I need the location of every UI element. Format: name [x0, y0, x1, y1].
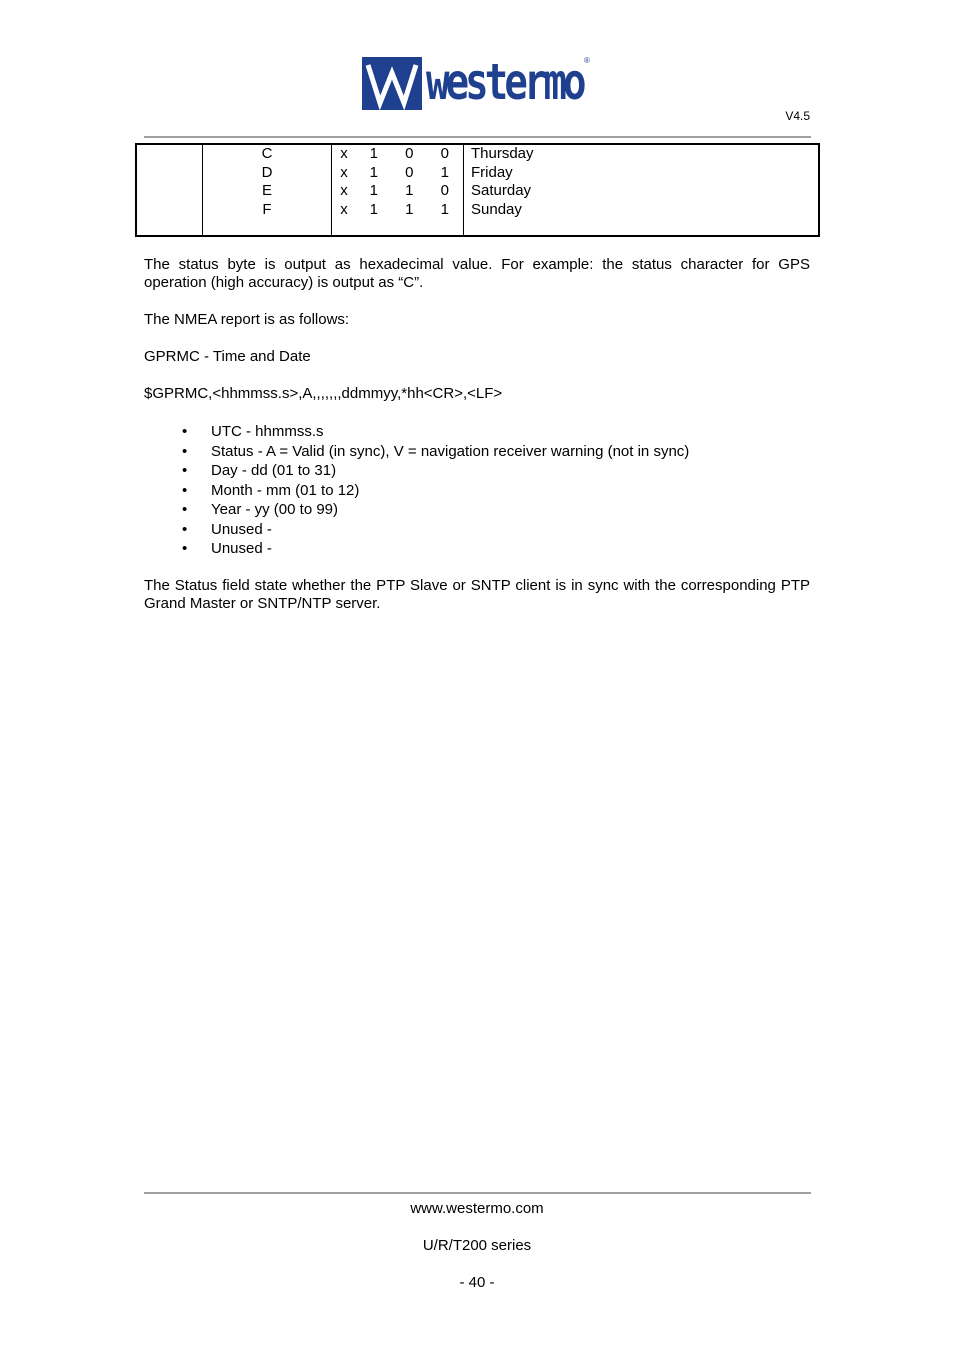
document-version: V4.5: [785, 109, 810, 123]
hex-column: [203, 144, 332, 236]
bit-value: 0: [440, 182, 449, 200]
bit-value: 1: [369, 163, 378, 181]
list-item: • Status - A = Valid (in sync), V = navigation receiver warning (not in sync): [144, 442, 689, 462]
footer-url: www.westermo.com: [410, 1200, 544, 1217]
hex-value: F: [262, 200, 272, 218]
bit-value: x: [340, 163, 348, 181]
bit-value: 1: [369, 145, 378, 162]
bit-value: 1: [405, 200, 414, 218]
nmea-intro-paragraph: The NMEA report is as follows:: [144, 311, 350, 328]
day-name: Thursday: [471, 145, 534, 162]
list-item: • Month - mm (01 to 12): [144, 481, 689, 501]
day-column: [464, 144, 820, 236]
bit-row: [332, 201, 463, 220]
bits-column: [332, 144, 464, 236]
table-row: [136, 144, 819, 236]
gprmc-field-list: [144, 422, 689, 559]
westermo-logo: [362, 53, 592, 112]
hex-value: D: [261, 163, 273, 181]
bit-value: 0: [405, 145, 414, 162]
bit-value: 1: [369, 182, 378, 200]
bit-value: 1: [440, 163, 449, 181]
logo-mark-icon: [362, 57, 422, 110]
status-byte-paragraph: The status byte is output as hexadecimal value. For example: the status character for GPS operation (high accuracy) is output as “C”.: [144, 256, 810, 291]
gprmc-heading: GPRMC - Time and Date: [144, 348, 311, 365]
list-item: • Unused -: [144, 520, 689, 540]
day-code-table: [135, 143, 820, 237]
bit-value: 0: [405, 163, 414, 181]
hex-value: C: [261, 145, 273, 162]
bit-value: x: [340, 182, 348, 200]
bit-value: 1: [405, 182, 414, 200]
registered-mark: ®: [584, 56, 590, 65]
bit-row: [332, 182, 463, 201]
list-item: • Day - dd (01 to 31): [144, 461, 689, 481]
logo-wordmark: westermo: [426, 53, 583, 111]
status-field-paragraph: The Status field state whether the PTP Slave or SNTP client is in sync with the corresponding PTP Grand Master or SNTP/NTP server.: [144, 577, 810, 612]
bit-value: 1: [369, 200, 378, 218]
day-name: Sunday: [471, 200, 522, 218]
header-divider: [144, 136, 811, 138]
day-name: Saturday: [471, 182, 532, 200]
bit-value: 1: [440, 200, 449, 218]
day-name: Friday: [471, 163, 513, 181]
page-number: - 40 -: [459, 1274, 495, 1291]
list-item: • UTC - hhmmss.s: [144, 422, 689, 442]
list-item: • Year - yy (00 to 99): [144, 500, 689, 520]
gprmc-sentence: $GPRMC,<hhmmss.s>,A,,,,,,,ddmmyy,*hh<CR>,<LF>: [144, 385, 503, 402]
list-item: • Unused -: [144, 539, 689, 559]
bit-value: x: [340, 145, 348, 162]
empty-cell: [136, 144, 203, 236]
bit-row: [332, 145, 463, 164]
footer-series: U/R/T200 series: [422, 1237, 532, 1254]
bit-value: x: [340, 200, 348, 218]
bit-row: [332, 164, 463, 183]
footer-divider: [144, 1192, 811, 1194]
hex-value: E: [261, 182, 272, 200]
bit-value: 0: [440, 145, 449, 162]
